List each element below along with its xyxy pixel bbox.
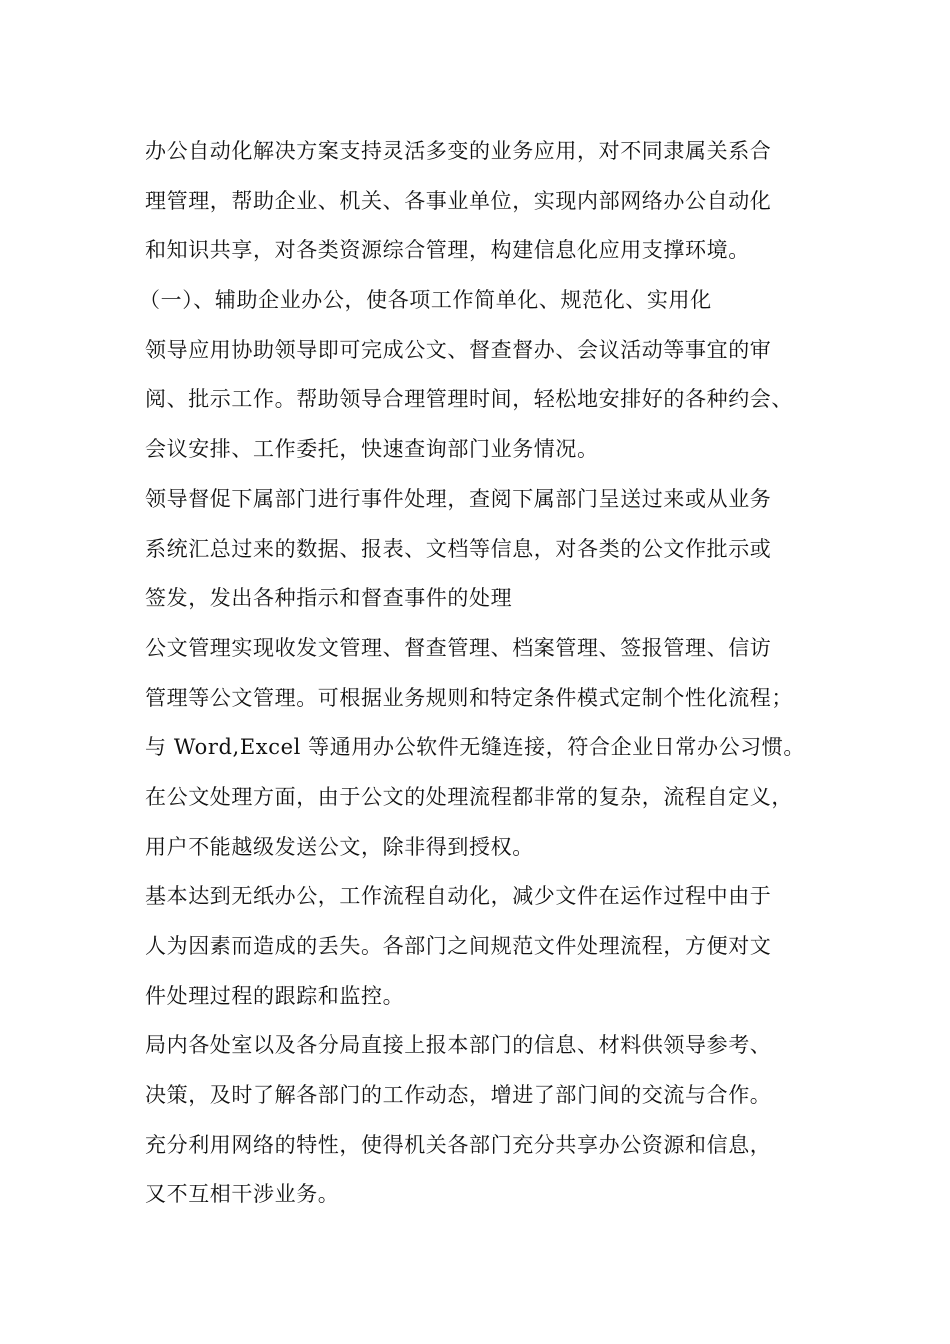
text-line: 签发，发出各种指示和督查事件的处理: [145, 586, 513, 611]
section-heading: （一）、辅助企业办公，使各项工作简单化、规范化、实用化: [139, 288, 712, 313]
text-line: 阅、批示工作。帮助领导合理管理时间，轻松地安排好的各种约会、: [145, 387, 793, 412]
text-line: 用户不能越级发送公文，除非得到授权。: [145, 834, 534, 859]
text-line: 和知识共享，对各类资源综合管理，构建信息化应用支撑环境。: [145, 238, 750, 263]
text-line: 件处理过程的跟踪和监控。: [145, 983, 405, 1008]
text-line: 理管理，帮助企业、机关、各事业单位，实现内部网络办公自动化: [145, 188, 772, 213]
text-line: 办公自动化解决方案支持灵活多变的业务应用，对不同隶属关系合: [145, 139, 772, 163]
text-line: 会议安排、工作委托，快速查询部门业务情况。: [145, 437, 599, 462]
text-line: 基本达到无纸办公，工作流程自动化，减少文件在运作过程中由于: [145, 884, 772, 909]
text-line: 领导督促下属部门进行事件处理，查阅下属部门呈送过来或从业务: [145, 486, 772, 511]
text-line: 局内各处室以及各分局直接上报本部门的信息、材料供领导参考、: [145, 1033, 772, 1058]
text-line: 管理等公文管理。可根据业务规则和特定条件模式定制个性化流程；: [145, 685, 793, 710]
text-line: 在公文处理方面，由于公文的处理流程都非常的复杂，流程自定义，: [145, 784, 793, 809]
text-line: 又不互相干涉业务。: [145, 1182, 340, 1207]
text-line: 领导应用协助领导即可完成公文、督查督办、会议活动等事宜的审: [145, 337, 772, 362]
text-line: 系统汇总过来的数据、报表、文档等信息，对各类的公文作批示或: [145, 536, 772, 561]
text-line: 公文管理实现收发文管理、督查管理、档案管理、签报管理、信访: [145, 635, 772, 660]
text-line: 人为因素而造成的丢失。各部门之间规范文件处理流程，方便对文: [145, 934, 772, 958]
text-line: 决策，及时了解各部门的工作动态，增进了部门间的交流与合作。: [145, 1083, 772, 1108]
text-line: 与 Word,Excel 等通用办公软件无缝连接，符合企业日常办公习惯。: [145, 735, 805, 760]
document-body: [139, 132, 825, 1225]
text-line: 充分利用网络的特性，使得机关各部门充分共享办公资源和信息，: [145, 1132, 772, 1157]
